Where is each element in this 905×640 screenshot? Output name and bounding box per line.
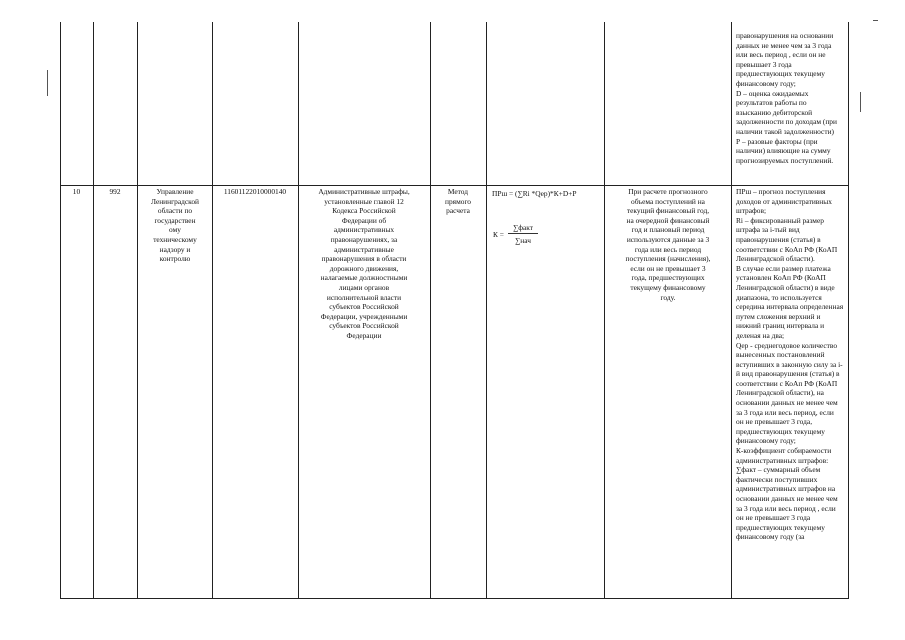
table-border-col1 xyxy=(93,22,94,599)
table-border-col8 xyxy=(731,22,732,599)
administrator-name: Управление Ленинградской области по государствен ому техническому надзору и контролю xyxy=(150,187,200,264)
table-row-separator xyxy=(60,185,849,186)
formula-k-denominator: ∑нач xyxy=(515,236,531,245)
table-border-col6 xyxy=(486,22,487,599)
admin-code: 992 xyxy=(109,187,121,196)
scan-mark-corner xyxy=(873,20,878,21)
table-border-col5 xyxy=(430,22,431,599)
scan-mark-left xyxy=(47,70,48,96)
table-border-col2 xyxy=(137,22,138,599)
table-border-left xyxy=(60,22,61,599)
calculation-method: Метод прямого расчета xyxy=(445,187,471,216)
formula-main: ПРш = (∑Ri *Qер)*К+D+Р xyxy=(492,189,577,198)
algorithm-text: При расчете прогнозного объема поступлений на текущий финансовый год, на очередной финансовый год и плановый период используются данные за 3 года или весь период поступления (начисления), если он не превышает 3 года, предшествующих текущему финансовому году. xyxy=(625,187,711,302)
table-border-col3 xyxy=(212,22,213,599)
formula-k-numerator: ∑факт xyxy=(512,223,534,232)
formula-k-label: К = xyxy=(493,230,504,239)
scan-mark-right xyxy=(860,92,861,112)
row-number: 10 xyxy=(72,187,81,196)
indicator-description: ПРш – прогноз поступления доходов от административных штрафов; Ri – фиксированный размер штрафа за i-тый вид правонарушения (статья) в соответствии с КоАп РФ (КоАП Ленинградской области). В случае если размер платежа установлен КоАп РФ (КоАП Ленинградской области) в виде диапазона, то используется середина интервала определенная путем сложения верхний и нижний границ интервала и деленая на два; Qер - среднегодовое количество вынесенных постановлений вступивших в законную силу за i- й вид правонарушения (статья) в соответствии с КоАп РФ (КоАП Ленинградской области), на основании данных не менее чем за 3 года или весь период, если он не превышает 3 года, предшествующих текущему финансовому году; К-коэффициент собираемости административных штрафов: ∑факт – суммарный объем фактически поступивших административных штрафов на основании данных не менее чем за 3 года или весь период , если он не превышает 3 года предшествующих текущему финансовому году (за xyxy=(736,187,844,542)
kbk-code: 11601122010000140 xyxy=(223,187,287,196)
table-bottom-border xyxy=(60,598,849,599)
table-border-right xyxy=(848,22,849,599)
table-border-col7 xyxy=(604,22,605,599)
formula-fraction-bar xyxy=(508,233,538,234)
top-row-description: правонарушения на основании данных не менее чем за 3 года или весь период , если он не превышает 3 года предшествующих текущему финансовому году; D – оценка ожидаемых результатов работы по взысканию дебиторской задолженности по доходам (при наличии такой задолженности) Р – разовые факторы (при наличии) влияющие на сумму прогнозируемых поступлений. xyxy=(736,31,837,165)
income-name: Административные штрафы, установленные главой 12 Кодекса Российской Федерации об административных правонарушениях, за административные правонарушения в области дорожного движения, налагаемые должностными лицами органов исполнительной власти субъектов Российской Федерации, учрежденными субъектов Российской Федерации xyxy=(318,187,410,340)
